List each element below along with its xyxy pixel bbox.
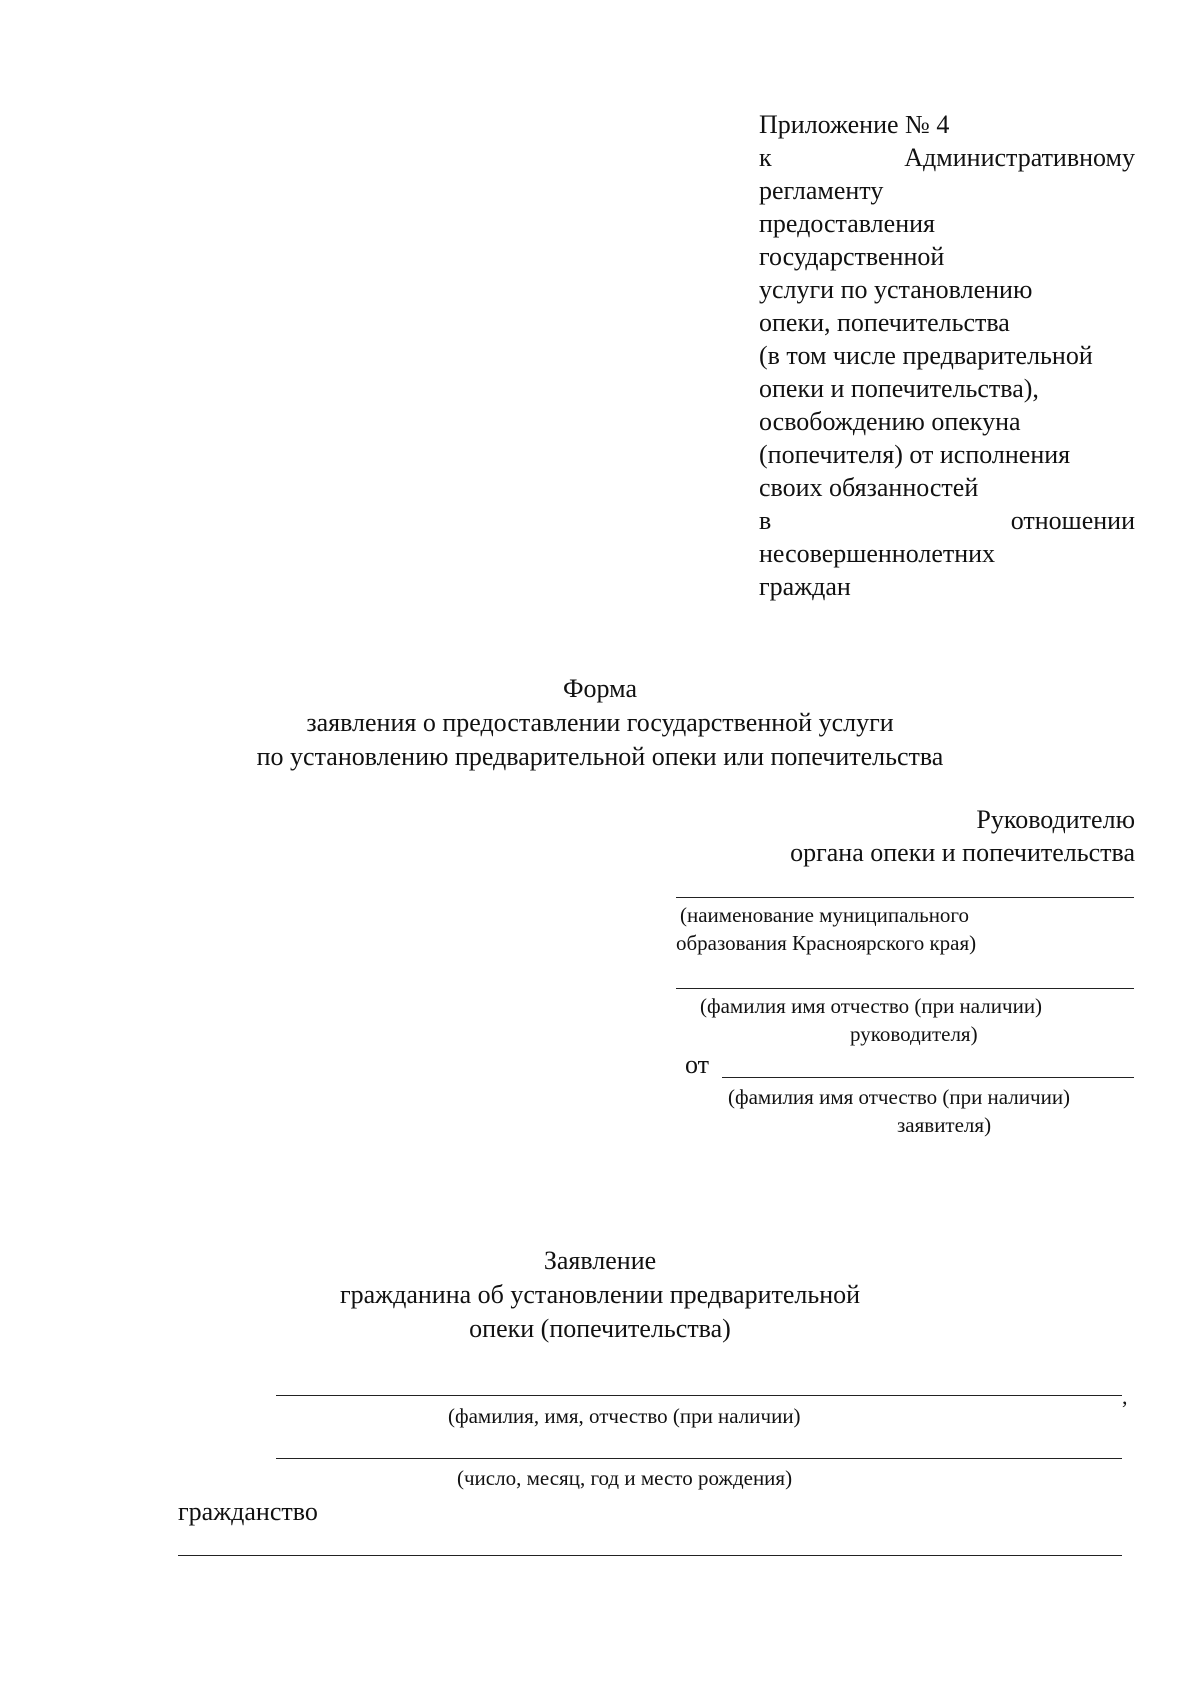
appendix-line: освобождению опекуна (759, 407, 1021, 436)
municipality-caption: образования Красноярского края) (676, 931, 977, 955)
appendix-line: государственной (759, 242, 945, 271)
appendix-line: регламенту (759, 176, 884, 205)
statement-subtitle: опеки (попечительства) (469, 1314, 731, 1343)
appendix-word: отношении (1010, 506, 1135, 535)
appendix-line: несовершеннолетних (759, 539, 996, 568)
applicant-full-name-fill-line[interactable] (276, 1395, 1122, 1396)
statement-subtitle: гражданина об установлении предварительной (339, 1280, 861, 1309)
appendix-line: своих обязанностей (759, 473, 979, 502)
appendix-line: (попечителя) от исполнения (759, 440, 1071, 469)
form-subtitle: заявления о предоставлении государственной услуги (306, 708, 894, 737)
appendix-word: в (759, 506, 772, 535)
appendix-block (759, 108, 1135, 603)
trailing-comma: , (1122, 1384, 1128, 1409)
addressee-title: Руководителю (976, 805, 1135, 834)
head-name-fill-line[interactable] (676, 988, 1134, 989)
appendix-line: опеки и попечительства), (759, 374, 1039, 403)
birth-info-caption: (число, месяц, год и место рождения) (457, 1466, 793, 1490)
appendix-word: Административному (904, 143, 1135, 172)
appendix-line: Приложение № 4 (759, 110, 950, 139)
form-subtitle: по установлению предварительной опеки или попечительства (256, 742, 944, 771)
appendix-line: граждан (759, 572, 851, 601)
citizenship-label: гражданство (178, 1497, 318, 1526)
municipality-fill-line[interactable] (676, 897, 1134, 898)
municipality-caption: (наименование муниципального (680, 903, 970, 927)
applicant-name-caption: заявителя) (897, 1113, 992, 1137)
statement-title: Заявление (543, 1246, 657, 1275)
form-title: Форма (563, 674, 637, 703)
appendix-line: предоставления (759, 209, 935, 238)
appendix-word: к (759, 143, 772, 172)
appendix-line: (в том числе предварительной (759, 341, 1093, 370)
appendix-line (759, 141, 1135, 174)
appendix-line: опеки, попечительства (759, 308, 1010, 337)
birth-info-fill-line[interactable] (276, 1458, 1122, 1459)
applicant-name-caption: (фамилия имя отчество (при наличии) (728, 1085, 1071, 1109)
full-name-caption: (фамилия, имя, отчество (при наличии) (448, 1404, 801, 1428)
applicant-name-fill-line[interactable] (722, 1077, 1134, 1078)
appendix-line: услуги по установлению (759, 275, 1033, 304)
head-name-caption: (фамилия имя отчество (при наличии) (700, 994, 1043, 1018)
appendix-line (759, 504, 1135, 537)
from-label: от (685, 1050, 710, 1079)
addressee-organ: органа опеки и попечительства (790, 838, 1135, 867)
citizenship-fill-line[interactable] (178, 1555, 1122, 1556)
head-name-caption: руководителя) (850, 1022, 978, 1046)
